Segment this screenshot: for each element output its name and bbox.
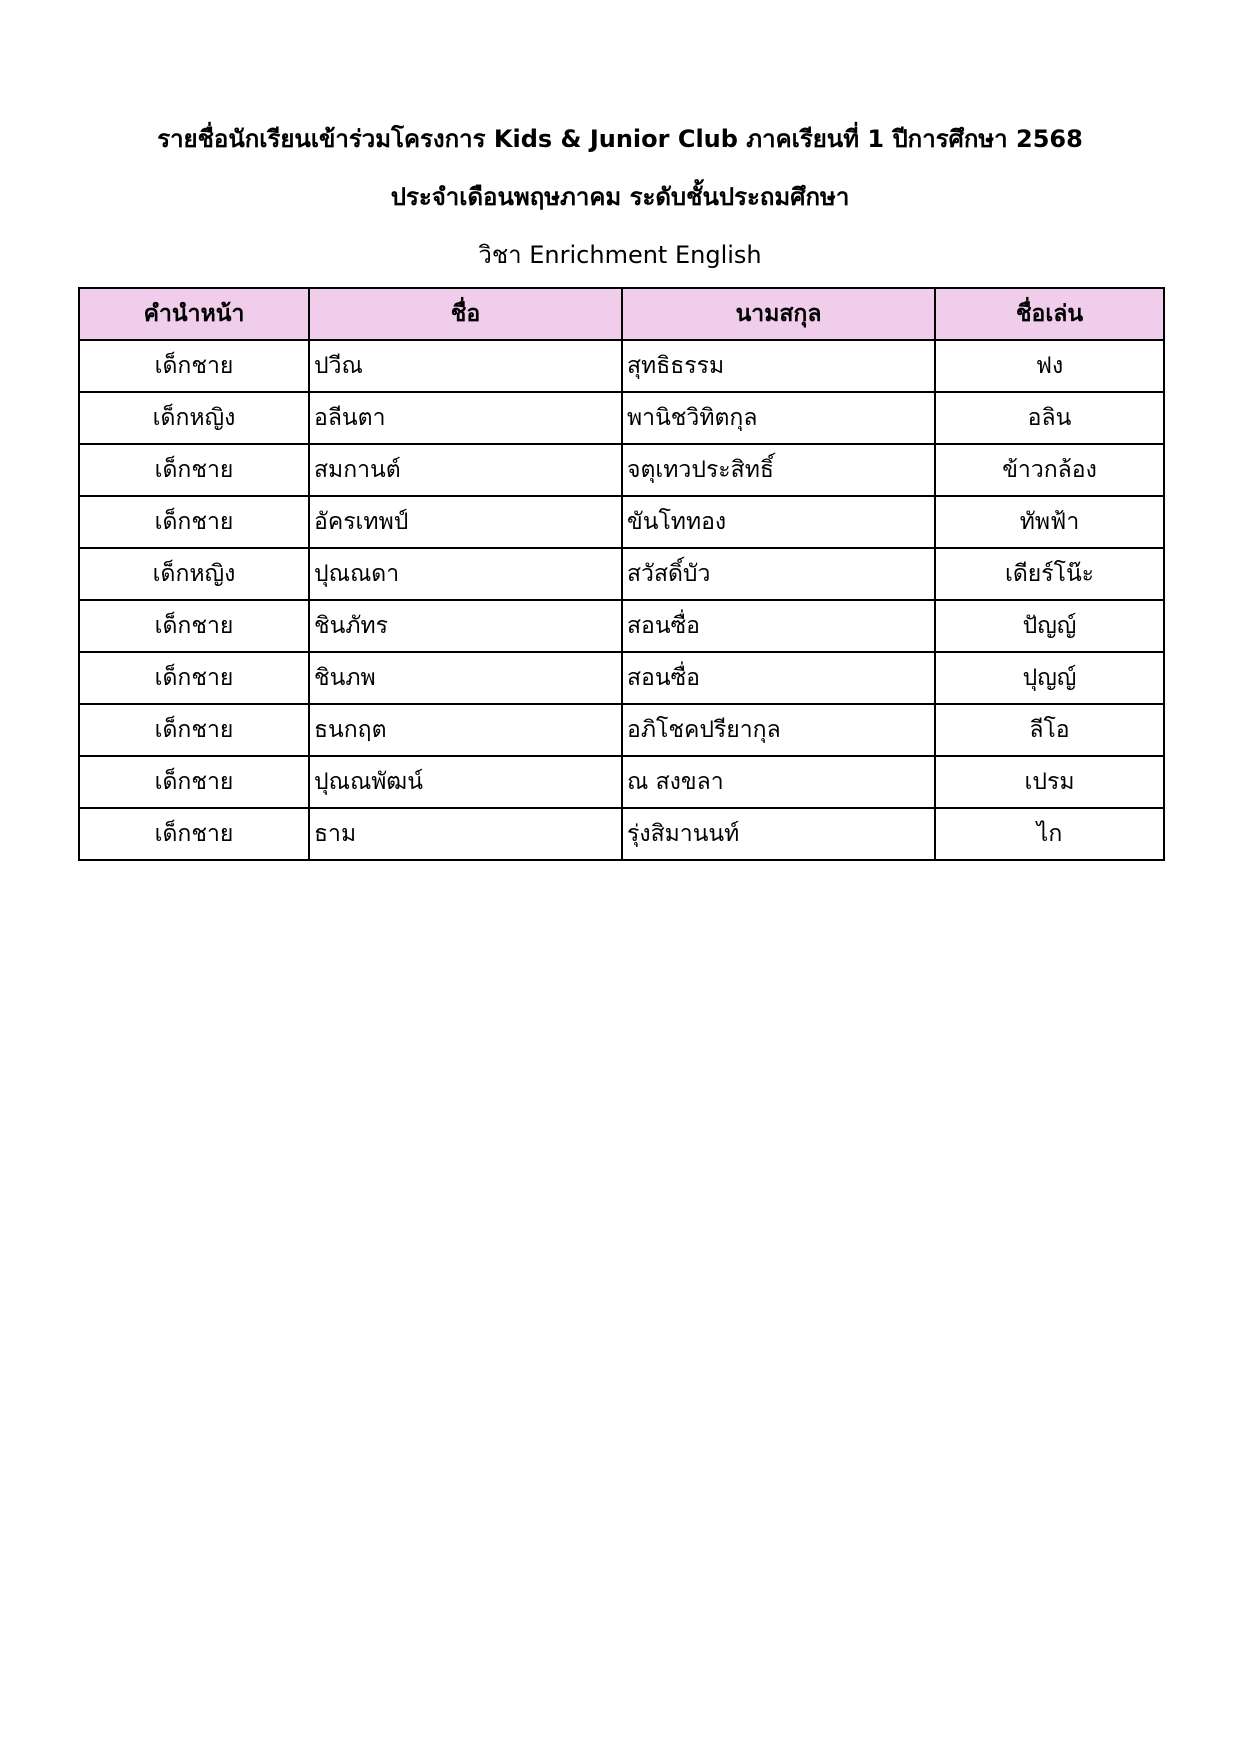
cell-nickname: ข้าวกล้อง: [935, 444, 1164, 496]
table-row: [79, 704, 1164, 756]
cell-last-name: สอนซื่อ: [622, 652, 935, 704]
cell-nickname: ลีโอ: [935, 704, 1164, 756]
cell-first-name: ชินภัทร: [309, 600, 622, 652]
cell-first-name: ธนกฤต: [309, 704, 622, 756]
table-header-row: [79, 288, 1164, 340]
cell-first-name: ปวีณ: [309, 340, 622, 392]
cell-prefix: เด็กชาย: [79, 704, 309, 756]
cell-prefix: เด็กชาย: [79, 652, 309, 704]
cell-nickname: ทัพฟ้า: [935, 496, 1164, 548]
table-row: [79, 600, 1164, 652]
column-header-first-name: ชื่อ: [309, 288, 622, 340]
cell-first-name: ชินภพ: [309, 652, 622, 704]
cell-prefix: เด็กชาย: [79, 496, 309, 548]
column-header-prefix: คำนำหน้า: [79, 288, 309, 340]
cell-last-name: สุทธิธรรม: [622, 340, 935, 392]
cell-prefix: เด็กชาย: [79, 340, 309, 392]
table-row: [79, 652, 1164, 704]
cell-nickname: เปรม: [935, 756, 1164, 808]
cell-prefix: เด็กชาย: [79, 808, 309, 860]
table-row: [79, 548, 1164, 600]
table-row: [79, 444, 1164, 496]
table-row: [79, 808, 1164, 860]
cell-nickname: ไก: [935, 808, 1164, 860]
column-header-nickname: ชื่อเล่น: [935, 288, 1164, 340]
cell-first-name: ปุณณพัฒน์: [309, 756, 622, 808]
cell-last-name: อภิโชคปรียากุล: [622, 704, 935, 756]
cell-last-name: ขันโททอง: [622, 496, 935, 548]
cell-prefix: เด็กชาย: [79, 756, 309, 808]
cell-last-name: สวัสดิ์บัว: [622, 548, 935, 600]
table-row: [79, 340, 1164, 392]
cell-prefix: เด็กหญิง: [79, 392, 309, 444]
cell-last-name: จตุเทวประสิทธิ์: [622, 444, 935, 496]
table-row: [79, 392, 1164, 444]
cell-nickname: ปุญญ์: [935, 652, 1164, 704]
cell-last-name: ณ สงขลา: [622, 756, 935, 808]
cell-first-name: อลีนตา: [309, 392, 622, 444]
title-line-1: รายชื่อนักเรียนเข้าร่วมโครงการ Kids & Junior Club ภาคเรียนที่ 1 ปีการศึกษา 2568: [157, 125, 1083, 153]
subject-line: วิชา Enrichment English: [478, 241, 762, 269]
cell-first-name: อัครเทพป์: [309, 496, 622, 548]
title-line-2: ประจำเดือนพฤษภาคม ระดับชั้นประถมศึกษา: [390, 183, 850, 211]
cell-nickname: ฟง: [935, 340, 1164, 392]
student-roster-table: [78, 287, 1165, 861]
cell-prefix: เด็กชาย: [79, 600, 309, 652]
cell-last-name: พานิชวิทิตกุล: [622, 392, 935, 444]
cell-last-name: สอนซื่อ: [622, 600, 935, 652]
cell-nickname: เดียร์โน๊ะ: [935, 548, 1164, 600]
cell-prefix: เด็กหญิง: [79, 548, 309, 600]
cell-prefix: เด็กชาย: [79, 444, 309, 496]
table-row: [79, 756, 1164, 808]
cell-first-name: ปุณณดา: [309, 548, 622, 600]
table-row: [79, 496, 1164, 548]
cell-nickname: ปัญญ์: [935, 600, 1164, 652]
column-header-last-name: นามสกุล: [622, 288, 935, 340]
cell-last-name: รุ่งสิมานนท์: [622, 808, 935, 860]
cell-nickname: อลิน: [935, 392, 1164, 444]
cell-first-name: ธาม: [309, 808, 622, 860]
cell-first-name: สมกานต์: [309, 444, 622, 496]
